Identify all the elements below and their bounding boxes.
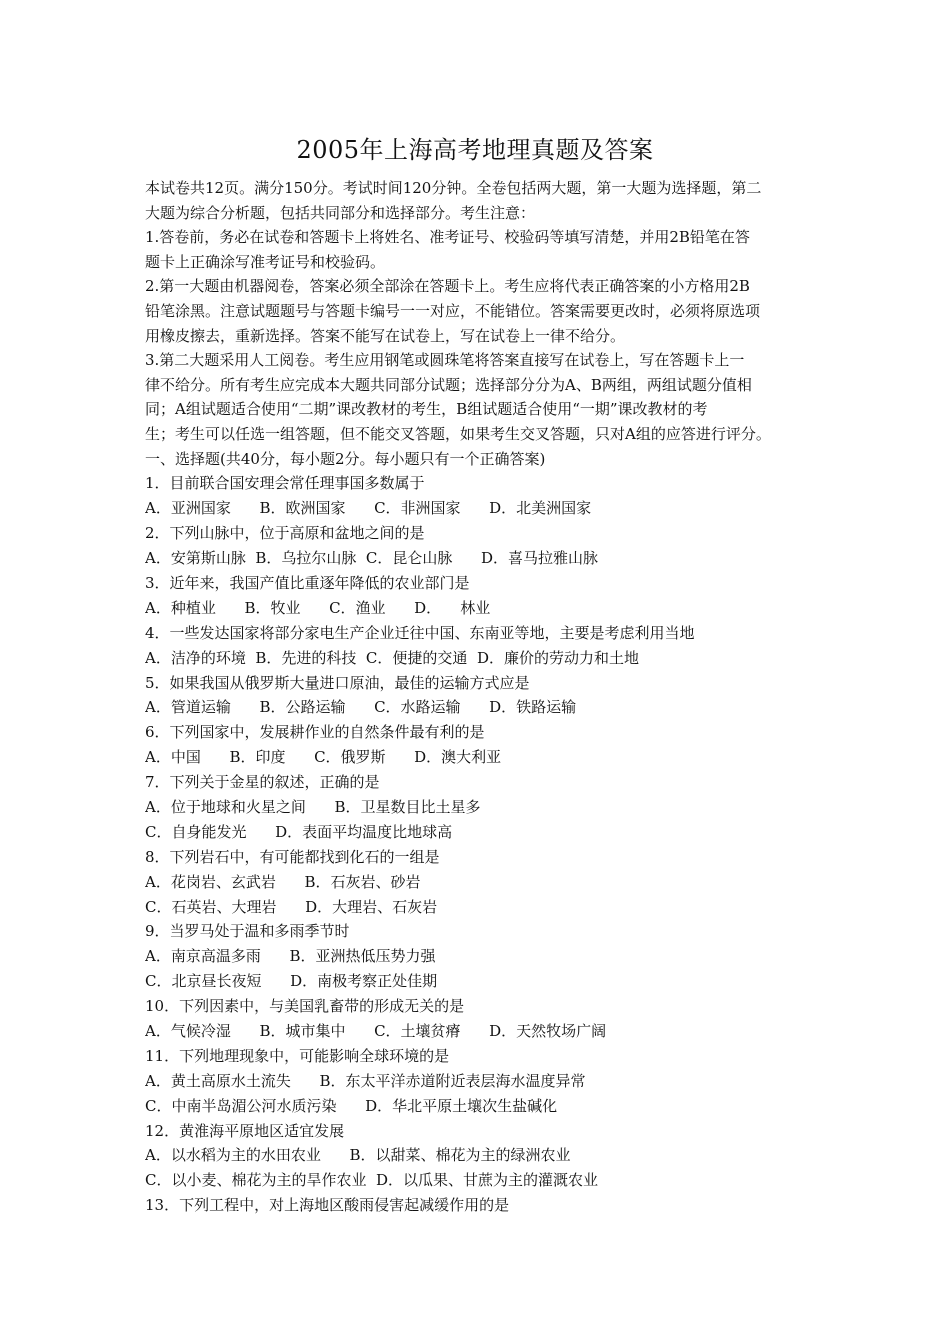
instruction-line: 题卡上正确涂写准考证号和校验码。 (145, 252, 386, 271)
document-body (145, 176, 825, 1218)
question-stem: 11．下列地理现象中，可能影响全球环境的是 (145, 1046, 450, 1065)
question-stem: 7．下列关于金星的叙述，正确的是 (145, 773, 380, 792)
answer-options: A．南京高温多雨 B．亚洲热低压势力强 (145, 947, 436, 966)
exam-instructions (145, 176, 825, 447)
question-stem: 4．一些发达国家将部分家电生产企业迁往中国、东南亚等地，主要是考虑利用当地 (145, 623, 695, 642)
answer-options: A．中国 B．印度 C．俄罗斯 D．澳大利亚 (145, 748, 502, 767)
question-stem: 10．下列因素中，与美国乳畜带的形成无关的是 (145, 997, 465, 1016)
question-stem: 6．下列国家中，发展耕作业的自然条件最有利的是 (145, 723, 485, 742)
answer-options: A．种植业 B．牧业 C．渔业 D． 林业 (145, 598, 491, 617)
question-stem: 8．下列岩石中，有可能都找到化石的一组是 (145, 847, 440, 866)
question-stem: 12．黄淮海平原地区适宜发展 (145, 1121, 345, 1140)
answer-options: C．北京昼长夜短 D．南极考察正处佳期 (145, 972, 438, 991)
answer-options: C．石英岩、大理岩 D．大理岩、石灰岩 (145, 897, 438, 916)
answer-options: A．以水稻为主的水田农业 B．以甜菜、棉花为主的绿洲农业 (145, 1146, 571, 1165)
question-stem: 13．下列工程中，对上海地区酸雨侵害起减缓作用的是 (145, 1196, 510, 1215)
question-stem: 3．近年来，我国产值比重逐年降低的农业部门是 (145, 573, 470, 592)
instruction-line: 律不给分。所有考生应完成本大题共同部分试题；选择部分分为A、B两组，两组试题分值相 (145, 375, 752, 394)
question-stem: 9．当罗马处于温和多雨季节时 (145, 922, 350, 941)
answer-options: C．自身能发光 D．表面平均温度比地球高 (145, 822, 453, 841)
question-stem: 1．目前联合国安理会常任理事国多数属于 (145, 474, 425, 493)
document-title: 2005年上海高考地理真题及答案 (296, 136, 654, 164)
answer-options: C．以小麦、棉花为主的旱作农业 D．以瓜果、甘蔗为主的灌溉农业 (145, 1171, 599, 1190)
instruction-line: 生；考生可以任选一组答题，但不能交叉答题，如果考生交叉答题，只对A组的应答进行评分。 (145, 424, 771, 443)
answer-options: A．亚洲国家 B．欧洲国家 C．非洲国家 D．北美洲国家 (145, 499, 592, 518)
answer-options: A．安第斯山脉 B．乌拉尔山脉 C．昆仑山脉 D．喜马拉雅山脉 (145, 549, 599, 568)
instruction-line: 铅笔涂黑。注意试题题号与答题卡编号一一对应，不能错位。答案需要更改时，必须将原选项 (145, 301, 761, 320)
instruction-line: 本试卷共12页。满分150分。考试时间120分钟。全卷包括两大题，第一大题为选择题，第二 (145, 179, 762, 197)
instruction-line: 1.答卷前，务必在试卷和答题卡上将姓名、准考证号、校验码等填写清楚，并用2B铅笔在答 (145, 228, 750, 247)
answer-options: A．黄土高原水土流失 B．东太平洋赤道附近表层海水温度异常 (145, 1071, 586, 1090)
instruction-line: 用橡皮擦去，重新选择。答案不能写在试卷上，写在试卷上一律不给分。 (145, 326, 626, 345)
answer-options: C．中南半岛湄公河水质污染 D．华北平原土壤次生盐碱化 (145, 1096, 558, 1115)
answer-options: A．管道运输 B．公路运输 C．水路运输 D．铁路运输 (145, 698, 577, 717)
instruction-line: 3.第二大题采用人工阅卷。考生应用钢笔或圆珠笔将答案直接写在试卷上，写在答题卡上一 (145, 351, 745, 370)
instruction-line: 大题为综合分析题，包括共同部分和选择部分。考生注意： (145, 203, 536, 222)
answer-options: A．气候冷湿 B．城市集中 C．土壤贫瘠 D．天然牧场广阔 (145, 1022, 607, 1041)
instruction-line: 2.第一大题由机器阅卷，答案必须全部涂在答题卡上。考生应将代表正确答案的小方格用2B (145, 277, 750, 296)
answer-options: A．位于地球和火星之间 B．卫星数目比土星多 (145, 798, 481, 816)
instruction-line: 同；A组试题适合使用“二期”课改教材的考生，B组试题适合使用“一期”课改教材的考 (145, 400, 708, 419)
answer-options: A．花岗岩、玄武岩 B．石灰岩、砂岩 (145, 872, 421, 891)
question-stem: 5．如果我国从俄罗斯大量进口原油，最佳的运输方式应是 (145, 673, 530, 692)
section-heading: 一、选择题(共40分，每小题2分。每小题只有一个正确答案) (145, 449, 546, 468)
question-stem: 2．下列山脉中，位于高原和盆地之间的是 (145, 524, 425, 543)
answer-options: A．洁净的环境 B．先进的科技 C．便捷的交通 D．廉价的劳动力和土地 (145, 648, 639, 667)
question-list (145, 471, 825, 1218)
